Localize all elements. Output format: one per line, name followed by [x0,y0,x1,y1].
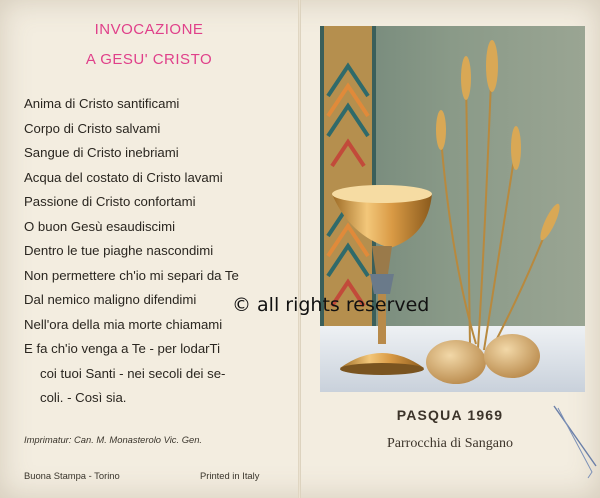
prayer-line: Non permettere ch'io mi separi da Te [24,267,239,283]
prayer-line: coli. - Così sia. [40,390,127,405]
prayer-line: Dentro le tue piaghe nascondimi [24,243,214,258]
pen-mark-icon [548,402,600,482]
prayer-line: Passione di Cristo confortami [24,194,196,209]
card-fold [298,0,301,498]
event-title: PASQUA 1969 [396,407,504,423]
printer-credit: Buona Stampa - Torino [24,470,120,481]
prayer-line: Acqua del costato di Cristo lavami [24,169,223,185]
prayer-line: Corpo di Cristo salvami [24,120,161,136]
imprimatur-note: Imprimatur: Can. M. Monasterolo Vic. Gen. [24,434,203,445]
copyright-watermark: © all rights reserved [232,294,430,316]
parish-name: Parrocchia di Sangano [387,436,513,451]
printed-in-note: Printed in Italy [200,470,260,481]
title-line-1: INVOCAZIONE [94,21,204,38]
chalice-wheat-bread-photo [320,26,585,392]
prayer-panel [0,0,298,498]
title-line-2: A GESU' CRISTO [85,51,213,68]
prayer-line: Sangue di Cristo inebriami [24,145,179,160]
prayer-line: coi tuoi Santi - nei secoli dei se- [40,365,226,381]
prayer-line: Anima di Cristo santificami [24,96,180,111]
prayer-line: E fa ch'io venga a Te - per lodarTi [24,341,221,356]
prayer-line: Dal nemico maligno difendimi [24,292,197,307]
prayer-line: Nell'ora della mia morte chiamami [24,316,223,332]
prayer-line: O buon Gesù esaudiscimi [24,218,175,234]
